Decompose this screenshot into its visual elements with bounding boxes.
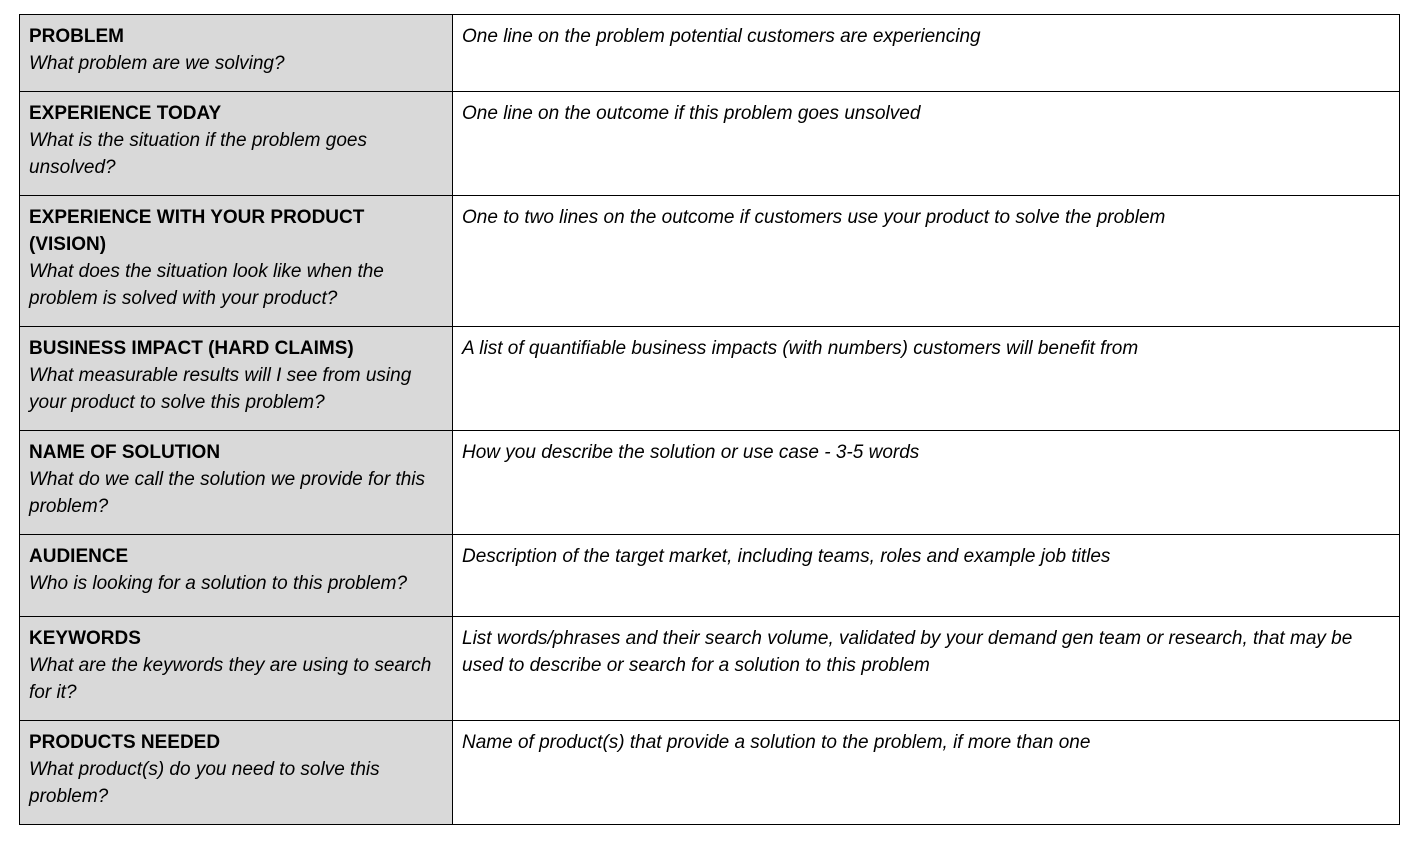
table-row-experience-today [20,92,1400,196]
problem-framework-table [19,14,1400,825]
table-row-name-of-solution [20,431,1400,535]
label-cell-experience-today [20,92,453,196]
value-cell-keywords [453,617,1400,721]
label-cell-keywords [20,617,453,721]
row-description: How you describe the solution or use case - 3-5 words [462,442,920,463]
value-cell-problem [453,15,1400,92]
label-cell-audience [20,535,453,617]
label-cell-business-impact [20,327,453,431]
row-title: KEYWORDS [29,628,141,649]
row-title: PRODUCTS NEEDED [29,732,221,753]
label-cell-products-needed [20,721,453,825]
row-question: What is the situation if the problem goes unsolved? [29,130,367,178]
label-cell-problem [20,15,453,92]
value-cell-name-of-solution [453,431,1400,535]
row-description: One line on the outcome if this problem goes unsolved [462,103,921,124]
row-title: EXPERIENCE WITH YOUR PRODUCT (VISION) [29,207,365,255]
row-description: Name of product(s) that provide a solution to the problem, if more than one [462,732,1091,753]
table-row-experience-with-product [20,196,1400,327]
row-question: What problem are we solving? [29,53,285,74]
row-title: NAME OF SOLUTION [29,442,221,463]
row-question: What measurable results will I see from using your product to solve this problem? [29,365,412,413]
label-cell-name-of-solution [20,431,453,535]
value-cell-experience-with-product [453,196,1400,327]
table-row-business-impact [20,327,1400,431]
row-question: What product(s) do you need to solve this problem? [29,759,380,807]
row-question: Who is looking for a solution to this problem? [29,573,408,594]
value-cell-products-needed [453,721,1400,825]
value-cell-business-impact [453,327,1400,431]
row-title: EXPERIENCE TODAY [29,103,222,124]
table-row-audience [20,535,1400,617]
row-question: What does the situation look like when the problem is solved with your product? [29,261,384,309]
row-description: List words/phrases and their search volume, validated by your demand gen team or research, that may be used to describe or search for a solution to this problem [462,628,1353,676]
value-cell-audience [453,535,1400,617]
label-cell-experience-with-product [20,196,453,327]
row-title: AUDIENCE [29,546,129,567]
row-description: One line on the problem potential customers are experiencing [462,26,981,47]
table-row-problem [20,15,1400,92]
row-description: One to two lines on the outcome if customers use your product to solve the problem [462,207,1166,228]
row-question: What do we call the solution we provide for this problem? [29,469,426,517]
row-description: A list of quantifiable business impacts (with numbers) customers will benefit from [462,338,1139,359]
row-description: Description of the target market, including teams, roles and example job titles [462,546,1111,567]
table-row-keywords [20,617,1400,721]
row-question: What are the keywords they are using to search for it? [29,655,432,703]
row-title: PROBLEM [29,26,124,47]
table-row-products-needed [20,721,1400,825]
value-cell-experience-today [453,92,1400,196]
row-title: BUSINESS IMPACT (HARD CLAIMS) [29,338,354,359]
